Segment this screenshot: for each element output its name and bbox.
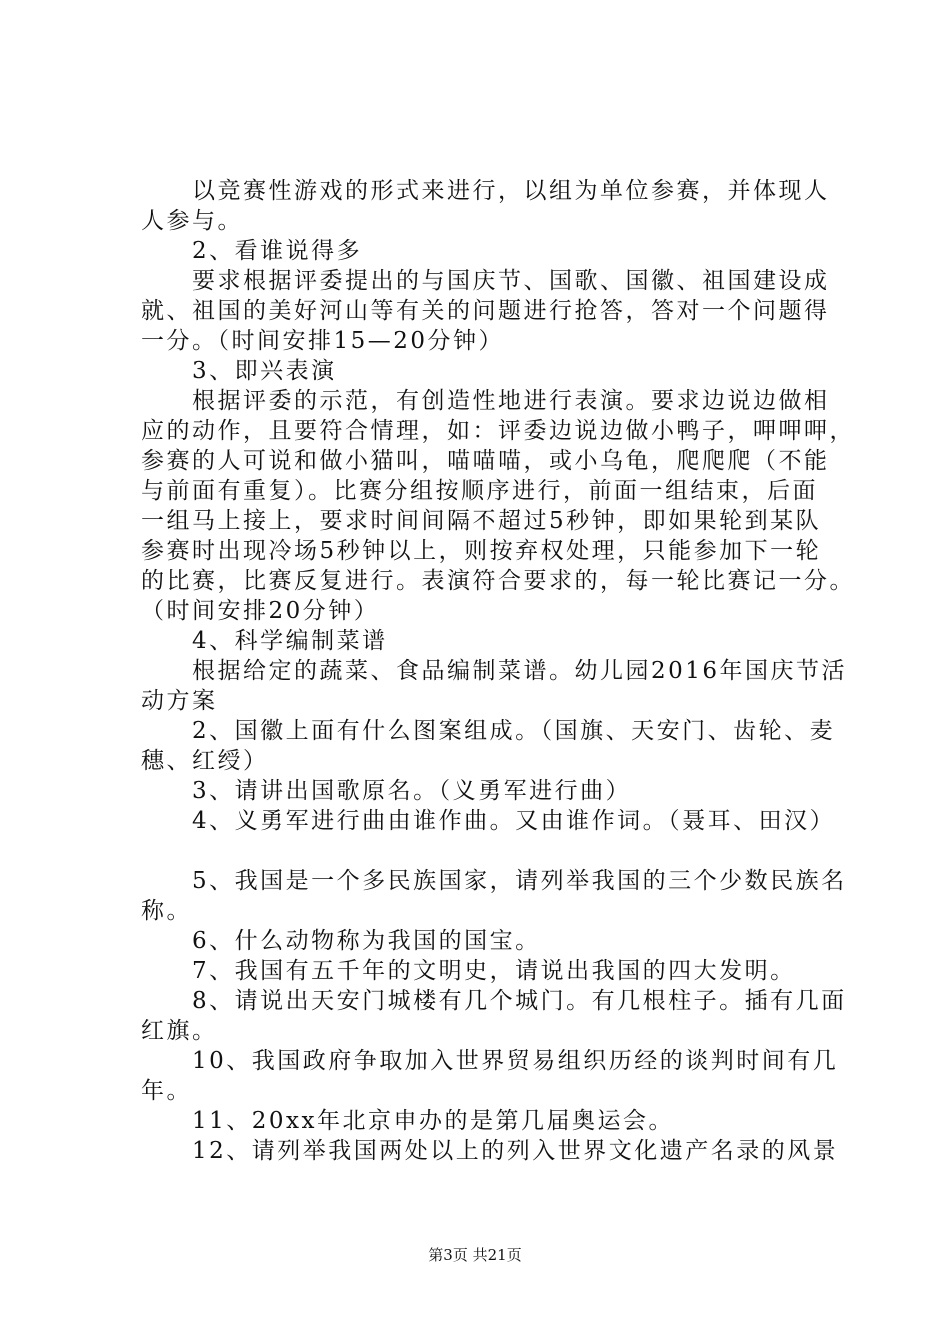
body-line: 的比赛，比赛反复进行。表演符合要求的，每一轮比赛记一分。 [141, 568, 855, 594]
body-line: 11、20xx年北京申办的是第几届奥运会。 [141, 1108, 674, 1134]
body-line: 应的动作，且要符合情理，如：评委边说边做小鸭子，呷呷呷， [141, 418, 855, 444]
body-line: 称。 [141, 898, 192, 924]
body-line: 2、看谁说得多 [141, 238, 363, 264]
body-line: 12、请列举我国两处以上的列入世界文化遗产名录的风景 [141, 1138, 839, 1164]
body-line: 参赛时出现冷场5秒钟以上，则按弃权处理，只能参加下一轮 [141, 538, 822, 564]
document-body [141, 176, 853, 1166]
body-line: 10、我国政府争取加入世界贸易组织历经的谈判时间有几 [141, 1048, 839, 1074]
body-line: 人参与。 [141, 208, 243, 234]
body-line: （时间安排20分钟） [141, 598, 380, 624]
body-line: 与前面有重复）。比赛分组按顺序进行，前面一组结束，后面 [141, 478, 818, 504]
blank-line [141, 836, 853, 866]
body-line: 4、科学编制菜谱 [141, 628, 388, 654]
body-line: 5、我国是一个多民族国家，请列举我国的三个少数民族名 [141, 868, 847, 894]
body-line: 一组马上接上，要求时间间隔不超过5秒钟，即如果轮到某队 [141, 508, 822, 534]
page-number-label: 第3页 共21页 [428, 1246, 522, 1264]
body-line: 穗、红绶） [141, 748, 269, 774]
body-line: 以竞赛性游戏的形式来进行，以组为单位参赛，并体现人 [141, 178, 830, 204]
body-line: 3、即兴表演 [141, 358, 337, 384]
body-line: 3、请讲出国歌原名。（义勇军进行曲） [141, 778, 632, 804]
body-line: 年。 [141, 1078, 192, 1104]
body-line: 7、我国有五千年的文明史，请说出我国的四大发明。 [141, 958, 796, 984]
body-line: 红旗。 [141, 1018, 218, 1044]
body-line: 2、国徽上面有什么图案组成。（国旗、天安门、齿轮、麦 [141, 718, 836, 744]
body-line: 动方案 [141, 688, 218, 714]
body-line: 根据给定的蔬菜、食品编制菜谱。幼儿园2016年国庆节活 [141, 658, 848, 684]
body-line: 根据评委的示范，有创造性地进行表演。要求边说边做相 [141, 388, 830, 414]
body-line: 一分。（时间安排15—20分钟） [141, 328, 505, 354]
body-line: 8、请说出天安门城楼有几个城门。有几根柱子。插有几面 [141, 988, 847, 1014]
body-line: 参赛的人可说和做小猫叫，喵喵喵，或小乌龟，爬爬爬（不能 [141, 448, 830, 474]
body-line: 就、祖国的美好河山等有关的问题进行抢答，答对一个问题得 [141, 298, 830, 324]
page-footer [0, 1245, 950, 1265]
body-line: 要求根据评委提出的与国庆节、国歌、国徽、祖国建设成 [141, 268, 830, 294]
body-line: 6、什么动物称为我国的国宝。 [141, 928, 541, 954]
body-line: 4、义勇军进行曲由谁作曲。又由谁作词。（聂耳、田汉） [141, 808, 836, 834]
